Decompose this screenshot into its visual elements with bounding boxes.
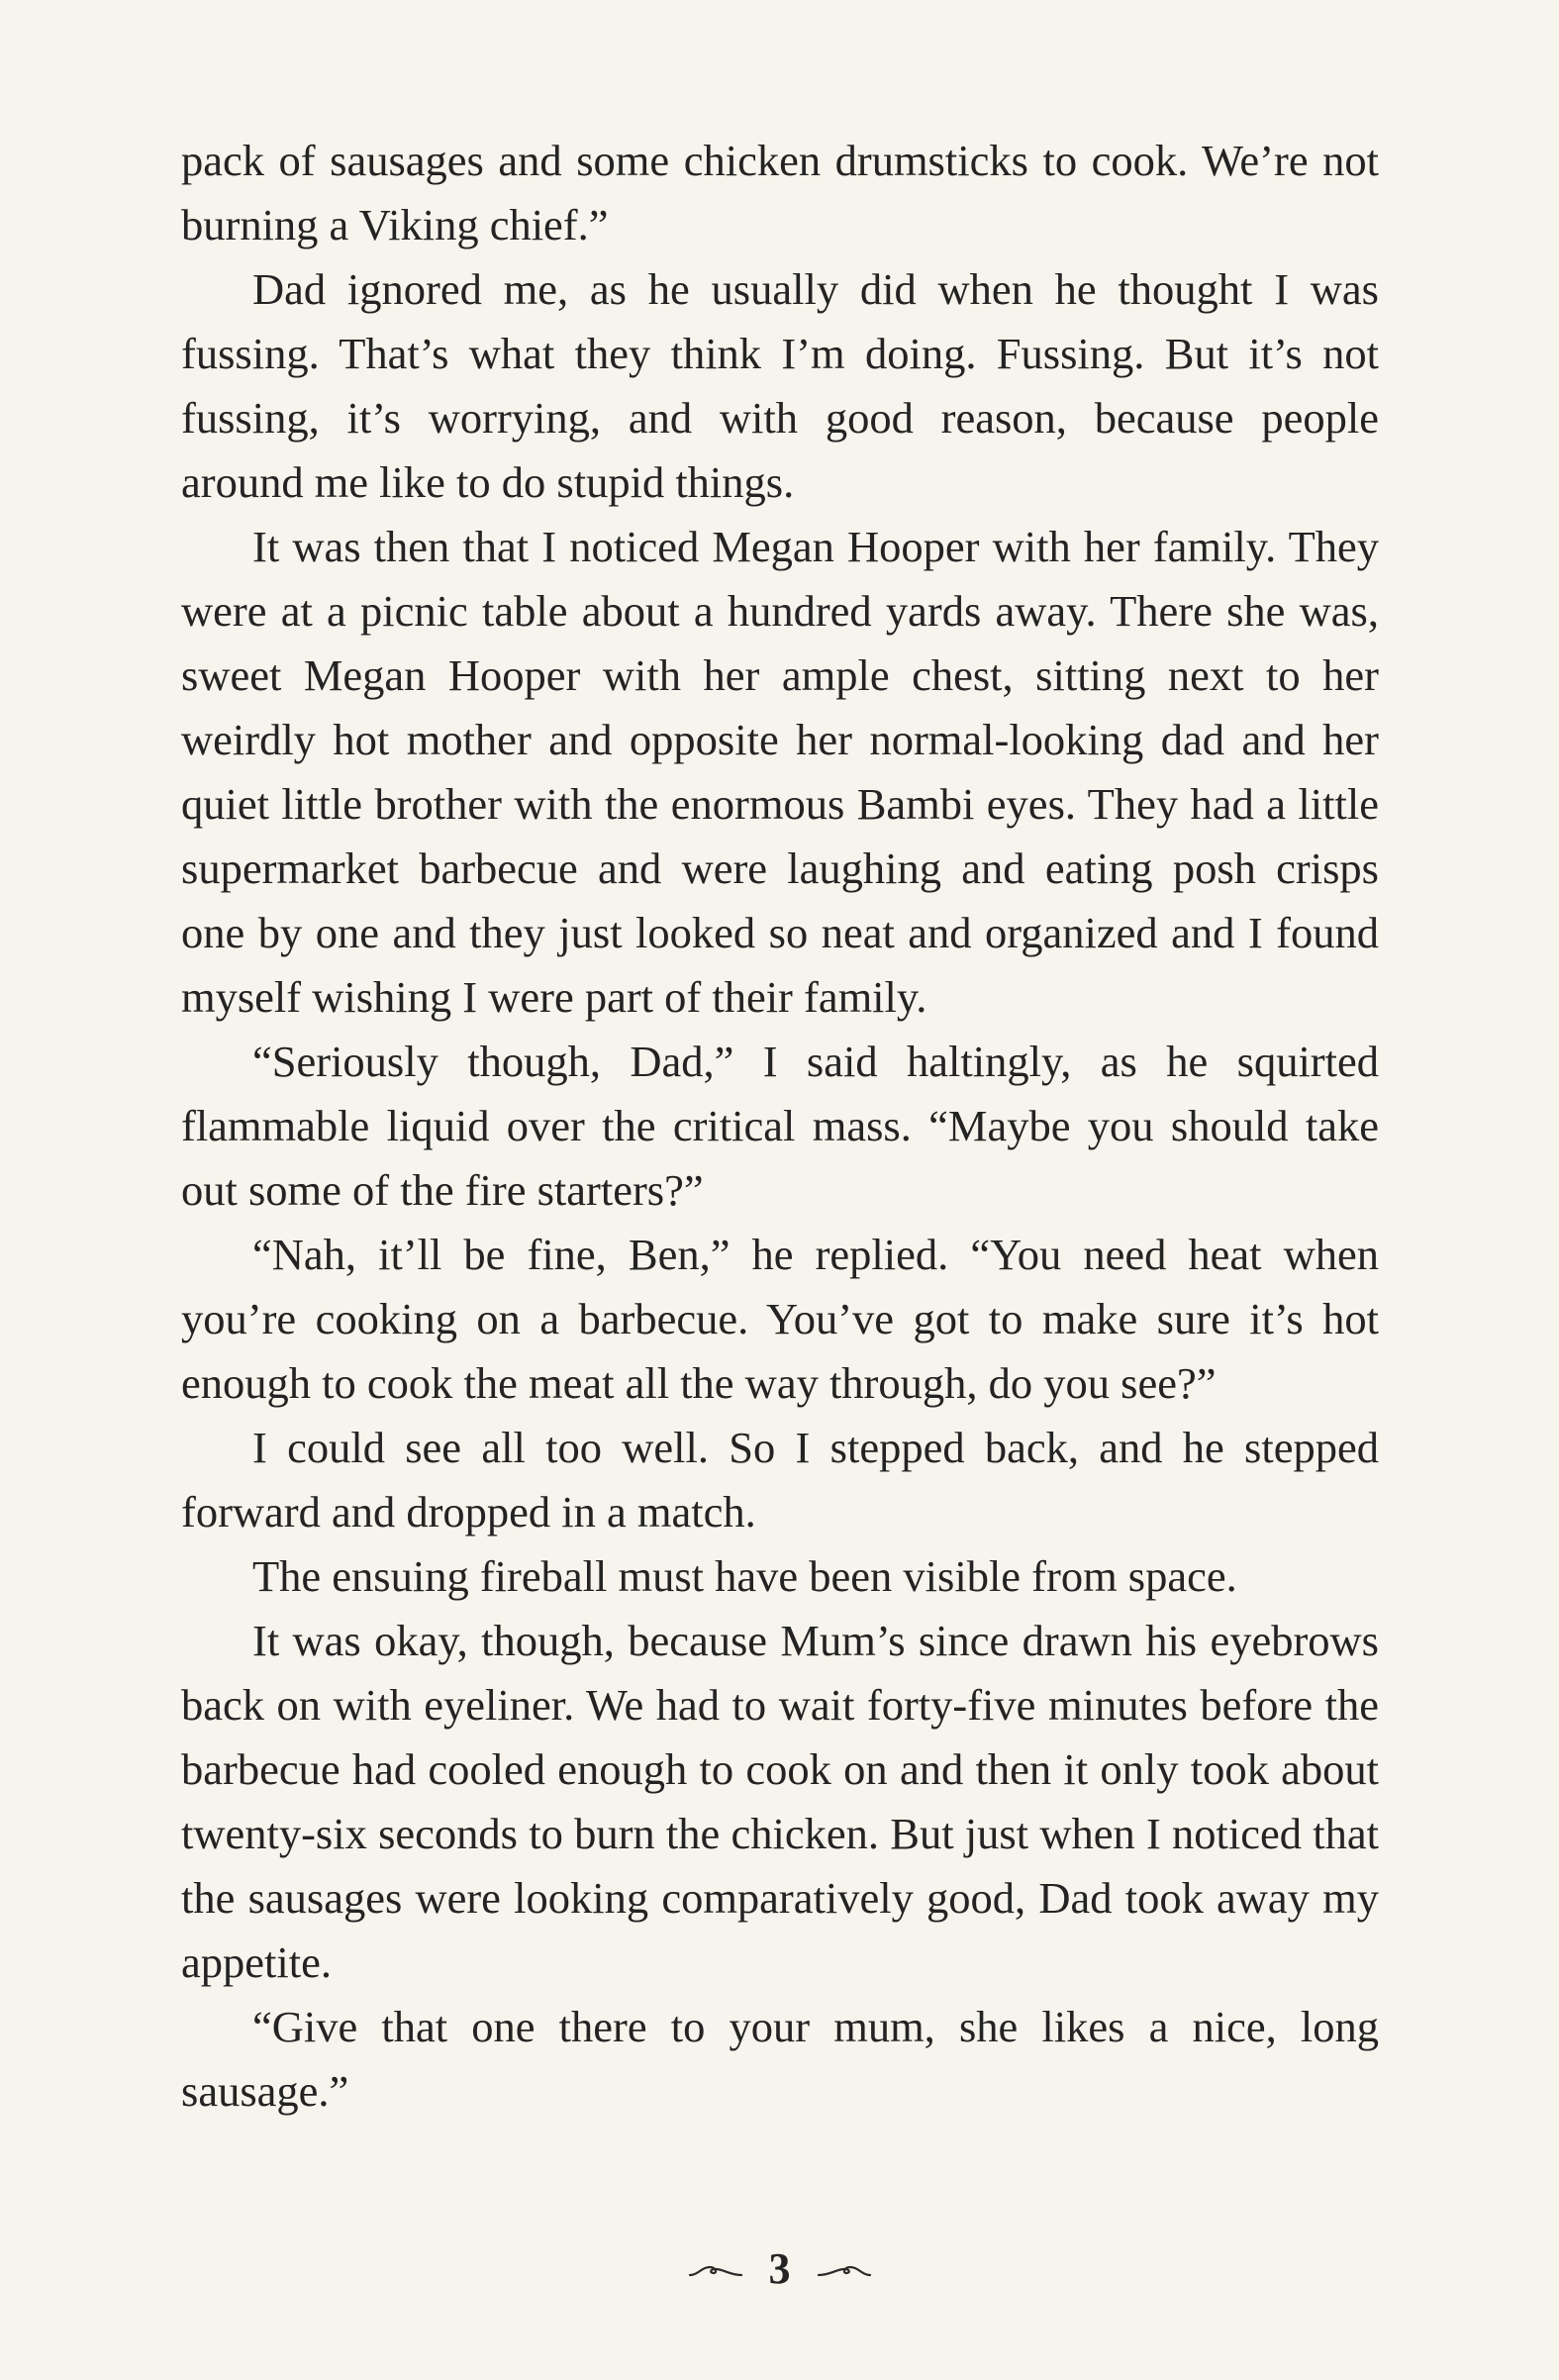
paragraph-2: Dad ignored me, as he usually did when he thought I was fussing. That’s what they think I’m doing. Fussing. But it’s not fussing, it’s worrying, and with good reason, because people around me like to do stupid things. (181, 264, 1379, 507)
paragraph-3: It was then that I noticed Megan Hooper with her family. They were at a picnic table about a hundred yards away. There she was, sweet Megan Hooper with her ample chest, sitting next to her weirdly hot mother and opposite her normal-looking dad and her quiet little brother with the enormous Bambi eyes. They had a little supermarket barbecue and were laughing and eating posh crisps one by one and they just looked so neat and organized and I found myself wishing I were part of their family. (181, 522, 1379, 1022)
paragraph-6: I could see all too well. So I stepped back, and he stepped forward and dropped in a match. (181, 1423, 1379, 1537)
body-text (181, 129, 1379, 2124)
paragraph-8: It was okay, though, because Mum’s since drawn his eyebrows back on with eyeliner. We had to wait forty-five minutes before the barbecue had cooled enough to cook on and then it only took about twenty-six seconds to burn the chicken. But just when I noticed that the sausages were looking comparatively good, Dad took away my appetite. (181, 1616, 1379, 1987)
right-ornament-icon (817, 2257, 872, 2281)
paragraph-5: “Nah, it’ll be fine, Ben,” he replied. “You need heat when you’re cooking on a barbecue. You’ve got to make sure it’s hot enough to cook the meat all the way through, do you see?” (181, 1230, 1379, 1408)
paragraph-4: “Seriously though, Dad,” I said haltingly, as he squirted flammable liquid over the critical mass. “Maybe you should take out some of the fire starters?” (181, 1037, 1379, 1215)
paragraph-7: The ensuing fireball must have been visible from space. (252, 1551, 1237, 1601)
page-footer (0, 2239, 1559, 2299)
page-number: 3 (768, 2244, 791, 2293)
paragraph-1: pack of sausages and some chicken drumsticks to cook. We’re not burning a Viking chief.” (181, 136, 1379, 249)
paragraph-9: “Give that one there to your mum, she likes a nice, long sausage.” (181, 2002, 1379, 2116)
left-ornament-icon (688, 2257, 743, 2281)
